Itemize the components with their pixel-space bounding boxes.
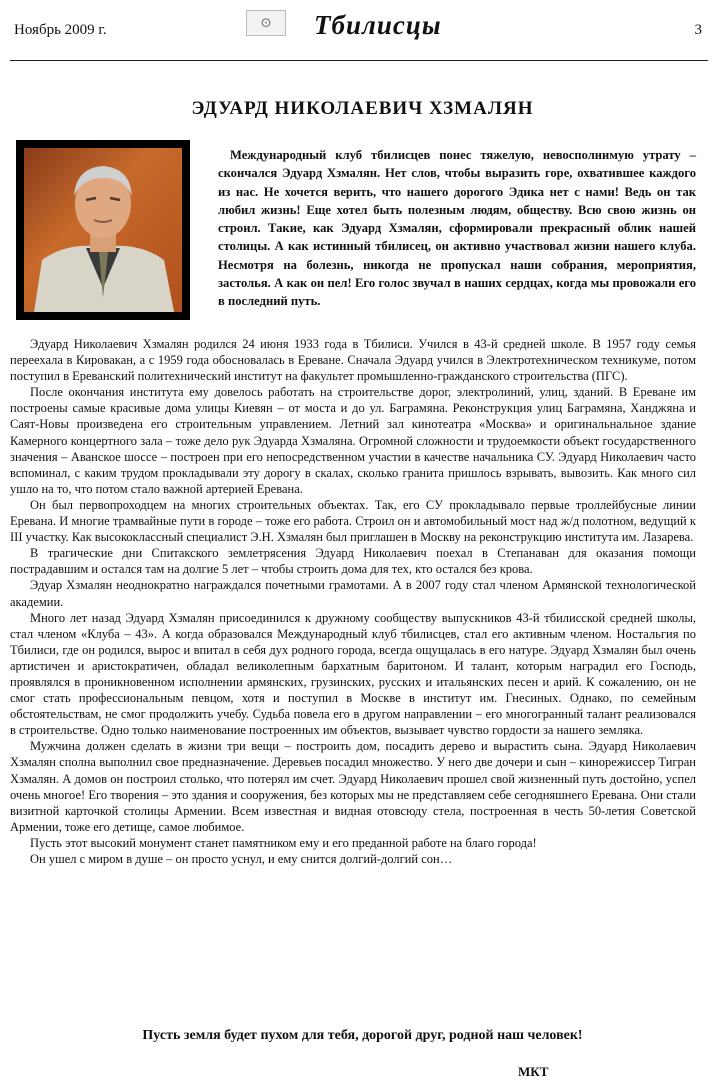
page-number: 3 [694, 22, 702, 38]
portrait-photo [24, 148, 182, 312]
club-emblem-icon: ⊙ [246, 10, 286, 36]
article-title: ЭДУАРД НИКОЛАЕВИЧ ХЗМАЛЯН [191, 98, 534, 119]
body-paragraph: Эдуар Хзмалян неоднократно награждался почетными грамотами. А в 2007 году стал членом Армянской технологической академии. [10, 578, 696, 609]
body-paragraph: Эдуард Николаевич Хзмалян родился 24 июня 1933 года в Тбилиси. Учился в 43-й средней школе. В 1957 году семья переехала в Кировакан, а с 1959 года обосновалась в Ереване. Сначала Эдуард учился в Электротехническом техникуме, потом поступил в Ереванский политехнический институт на факультет промышленно-гражданского строительства (ПГС). [10, 337, 696, 384]
body-paragraph: Много лет назад Эдуард Хзмалян присоединился к дружному сообществу выпускников 43-й тбилисской средней школы, стал членом «Клуба – 43». А когда образовался Международный клуб тбилисцев, стал его активным членом. Ностальгия по Тбилиси, где он родился, вырос и впитал в себя дух родного города, всегда ощущалась в его натуре. Эдуард Хзмалян был очень артистичен и аристократичен, обладал великолепным бархатным баритоном. И талант, которым наградил его Господь, проявлялся в проникновенном исполнении армянских, грузинских, русских и итальянских песен и арий. К сожалению, он не смог стать профессиональным певцом, хотя и поступил в Москве в институт им. Гнесиных. Однако, по семейным обстоятельствам, не смог продолжить учебу. Судьба повела его в другом направлении – его многогранный талант реализовался в строительстве. Одно только наименование построенных им объектов, вызывает чувство гордости за нашего земляка. [10, 610, 696, 738]
signature: МКТ [518, 1064, 549, 1079]
body-paragraph: Он был первопроходцем на многих строительных объектах. Так, его СУ прокладывало первые троллейбусные линии Еревана. И многие трамвайные пути в городе – тоже его работа. Строил он и автомобильный мост над ж/д полотном, ведущий к III участку. Как высококлассный специалист Э.Н. Хзмалян был приглашен в Москву на реконструкцию института им. Лазарева. [10, 497, 696, 545]
body-paragraph: Пусть этот высокий монумент станет памятником ему и его преданной работе на благо города! [30, 835, 537, 850]
article-body [10, 336, 696, 867]
body-paragraph: Мужчина должен сделать в жизни три вещи – построить дом, посадить дерево и вырастить сына. Эдуард Николаевич Хзмалян сполна выполнил свое предназначение. Деревьев посадил множество. У него две дочери и сын – кинорежиссер Тигран Хзмалян. А домов он построил столько, что потерял им счет. Эдуард Николаевич прошел свой жизненный путь достойно, успел очень многое! Его творения – это здания и сооружения, без которых мы не представляем себе сегодняшнего Еревана. Они стали визитной карточкой столицы Армении. Всем известная и видная отовсюду стела, построенная в честь 50-летия Советской Армении, тоже его детище, самое любимое. [10, 739, 696, 834]
newspaper-masthead: Тбилисцы [314, 10, 442, 40]
portrait-frame [16, 140, 190, 320]
closing-line: Пусть земля будет пухом для тебя, дорогой друг, родной наш человек! [142, 1028, 583, 1043]
issue-date: Ноябрь 2009 г. [14, 22, 107, 38]
body-paragraph: В трагические дни Спитакского землетрясения Эдуард Николаевич поехал в Степанаван для оказания помощи пострадавшим и остался там на долгие 5 лет – чтобы строить дома для тех, кто остался без крова. [10, 546, 696, 577]
portrait-illustration [24, 148, 182, 312]
page-header [14, 10, 704, 52]
article-intro: Международный клуб тбилисцев понес тяжелую, невосполнимую утрату – скончался Эдуард Хзмалян. Нет слов, чтобы выразить горе, охватившее каждого из нас. Не хочется верить, что нашего дорогого Эдика нет с нами! Ведь он так любил жизнь! Еще хотел быть полезным людям, обществу. Всю свою жизнь он строил. Такие, как Эдуард Хзмалян, сформировали прекрасный облик нашей столицы. А как истинный тбилисец, он активно участвовал жизни нашего клуба. Несмотря на болезнь, никогда не пропускал наши собрания, мероприятия, застолья. А как он пел! Его голос звучал в наших сердцах, когда мы провожали его в последний путь. [218, 148, 696, 309]
body-paragraph: После окончания института ему довелось работать на строительстве дорог, электролиний, улиц, зданий. В Ереване им построены самые красивые дома улицы Киевян – от моста и до ул. Баграмяна. Реконструкция улиц Баграмяна, Ханджяна и Саят-Новы произведена его строительным управлением. Летний зал кинотеатра «Москва» и оригинальнальное здание Камерного концертного зала – тоже дело рук Эдуарда Хзмаляна. Огромной сложности и трудоемкости объект государственного значения – Аванское шоссе – построен при его непосредственном участии в качестве начальника СУ. Эдуард Николаевич часто вспоминал, с каким трудом прокладывали эту дорогу в скалах, сколько гранита пришлось взрывать, вывозить. Как много сил ушло на то, что потом стало важной артерией Еревана. [10, 385, 696, 496]
header-divider [10, 60, 708, 61]
body-paragraph: Он ушел с миром в душе – он просто уснул, и ему снится долгий-долгий сон… [30, 852, 453, 866]
